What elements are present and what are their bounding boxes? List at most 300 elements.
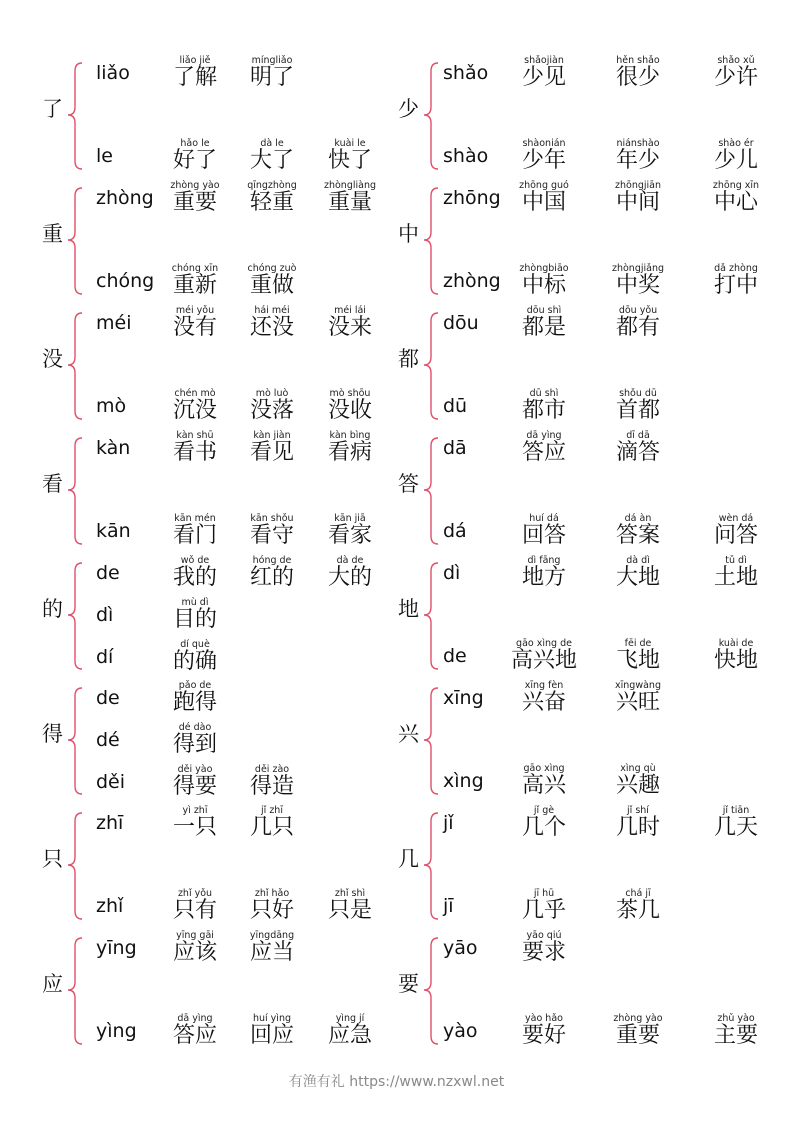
- example-word: [504, 638, 584, 673]
- head-character: 了: [42, 97, 63, 121]
- pinyin-reading: dé: [96, 729, 120, 751]
- example-word: [504, 888, 584, 923]
- word-hanzi: 土地: [713, 565, 758, 590]
- pinyin-reading: dū: [443, 395, 468, 417]
- word-hanzi: 地方: [521, 565, 566, 590]
- word-hanzi: 要好: [521, 1023, 566, 1048]
- word-pinyin: míngliǎo: [251, 55, 293, 66]
- word-pinyin: dī dā: [626, 430, 650, 441]
- word-hanzi: 高兴地: [510, 648, 577, 673]
- word-hanzi: 只有: [172, 898, 217, 923]
- word-pinyin: chóng zuò: [247, 263, 297, 274]
- example-word: [696, 263, 776, 298]
- word-hanzi: 重要: [615, 1023, 660, 1048]
- word-hanzi: 重新: [172, 273, 217, 298]
- pinyin-reading: chóng: [96, 270, 155, 292]
- word-hanzi: 看家: [327, 523, 372, 548]
- example-word: [232, 513, 312, 548]
- word-pinyin: dé dào: [178, 722, 212, 733]
- pinyin-reading: méi: [96, 312, 132, 334]
- word-pinyin: shào ér: [718, 138, 754, 149]
- word-pinyin: hěn shǎo: [616, 55, 660, 66]
- word-pinyin: tǔ dì: [725, 555, 747, 566]
- example-word: [504, 263, 584, 298]
- example-word: [598, 430, 678, 465]
- word-hanzi: 几乎: [521, 898, 566, 923]
- curly-brace: [66, 436, 92, 548]
- example-word: [155, 597, 235, 632]
- example-word: [155, 639, 235, 674]
- curly-brace: [66, 61, 92, 173]
- word-hanzi: 沉没: [172, 398, 217, 423]
- example-word: [504, 680, 584, 715]
- word-hanzi: 看病: [327, 440, 372, 465]
- example-word: [598, 680, 678, 715]
- pinyin-reading: liǎo: [96, 62, 130, 84]
- word-pinyin: chén mò: [174, 388, 216, 399]
- example-word: [232, 805, 312, 840]
- word-hanzi: 重量: [327, 190, 372, 215]
- word-hanzi: 几天: [713, 815, 758, 840]
- word-hanzi: 应该: [172, 940, 217, 965]
- example-word: [598, 55, 678, 90]
- example-word: [598, 305, 678, 340]
- example-word: [155, 1013, 235, 1048]
- word-hanzi: 看门: [172, 523, 217, 548]
- example-word: [155, 180, 235, 215]
- word-hanzi: 没有: [172, 315, 217, 340]
- example-word: [155, 263, 235, 298]
- word-pinyin: xīng fèn: [524, 680, 564, 691]
- word-hanzi: 中间: [615, 190, 660, 215]
- word-hanzi: 重做: [249, 273, 294, 298]
- head-character: 中: [398, 222, 419, 246]
- example-word: [504, 513, 584, 548]
- word-pinyin: kàn jiàn: [253, 430, 291, 441]
- word-hanzi: 很少: [615, 65, 660, 90]
- word-hanzi: 只好: [249, 898, 294, 923]
- example-word: [232, 764, 312, 799]
- word-hanzi: 我的: [172, 565, 217, 590]
- example-word: [598, 263, 678, 298]
- word-hanzi: 中标: [521, 273, 566, 298]
- pinyin-reading: zhòng: [96, 187, 154, 209]
- example-word: [504, 805, 584, 840]
- word-hanzi: 一只: [172, 815, 217, 840]
- word-pinyin: jǐ zhī: [261, 805, 283, 816]
- example-word: [310, 138, 390, 173]
- word-pinyin: hóng de: [252, 555, 292, 566]
- pinyin-reading: jī: [443, 895, 454, 917]
- word-pinyin: pǎo de: [178, 680, 212, 691]
- example-word: [504, 388, 584, 423]
- example-word: [310, 305, 390, 340]
- word-pinyin: zhǐ hǎo: [254, 888, 290, 899]
- pinyin-reading: jǐ: [443, 812, 454, 834]
- word-pinyin: zhōng xīn: [712, 180, 760, 191]
- word-pinyin: dōu shì: [526, 305, 562, 316]
- example-word: [598, 555, 678, 590]
- example-word: [598, 1013, 678, 1048]
- word-pinyin: hǎo le: [180, 138, 210, 149]
- word-hanzi: 都市: [521, 398, 566, 423]
- example-word: [504, 180, 584, 215]
- word-hanzi: 都有: [615, 315, 660, 340]
- word-pinyin: dū shì: [529, 388, 559, 399]
- pinyin-reading: shǎo: [443, 62, 489, 84]
- curly-brace: [66, 561, 92, 673]
- example-word: [155, 680, 235, 715]
- word-hanzi: 应急: [327, 1023, 372, 1048]
- pinyin-reading: kān: [96, 520, 131, 542]
- word-pinyin: dà dì: [626, 555, 650, 566]
- word-pinyin: děi yào: [177, 764, 213, 775]
- word-hanzi: 大的: [327, 565, 372, 590]
- example-word: [504, 305, 584, 340]
- word-hanzi: 重要: [172, 190, 217, 215]
- word-pinyin: jǐ shí: [627, 805, 649, 816]
- word-hanzi: 少年: [521, 148, 566, 173]
- word-hanzi: 回应: [249, 1023, 294, 1048]
- word-pinyin: zhōng guó: [519, 180, 569, 191]
- example-word: [232, 555, 312, 590]
- example-word: [598, 888, 678, 923]
- word-hanzi: 看书: [172, 440, 217, 465]
- pinyin-reading: shào: [443, 145, 489, 167]
- word-pinyin: yīngdāng: [249, 930, 295, 941]
- word-hanzi: 的确: [172, 649, 217, 674]
- word-hanzi: 快了: [327, 148, 372, 173]
- word-pinyin: kuài le: [334, 138, 366, 149]
- word-hanzi: 答案: [615, 523, 660, 548]
- word-hanzi: 年少: [615, 148, 660, 173]
- example-word: [310, 388, 390, 423]
- head-character: 的: [42, 597, 63, 621]
- head-character: 没: [42, 347, 63, 371]
- word-hanzi: 答应: [172, 1023, 217, 1048]
- word-hanzi: 中奖: [615, 273, 660, 298]
- word-hanzi: 兴趣: [615, 773, 660, 798]
- example-word: [696, 555, 776, 590]
- example-word: [598, 138, 678, 173]
- word-pinyin: gāo xìng de: [516, 638, 572, 649]
- word-hanzi: 还没: [249, 315, 294, 340]
- pinyin-reading: de: [443, 645, 467, 667]
- word-pinyin: jǐ tiān: [722, 805, 750, 816]
- word-pinyin: dí què: [180, 639, 210, 650]
- example-word: [155, 722, 235, 757]
- pinyin-reading: de: [96, 687, 120, 709]
- example-word: [696, 638, 776, 673]
- word-pinyin: méi yǒu: [175, 305, 215, 316]
- pinyin-reading: yīng: [96, 937, 137, 959]
- word-pinyin: jǐ gè: [533, 805, 555, 816]
- example-word: [598, 638, 678, 673]
- head-character: 几: [398, 847, 419, 871]
- word-pinyin: huí dá: [529, 513, 559, 524]
- example-word: [696, 805, 776, 840]
- example-word: [232, 1013, 312, 1048]
- head-character: 得: [42, 722, 63, 746]
- word-hanzi: 回答: [521, 523, 566, 548]
- pinyin-reading: zhòng: [443, 270, 501, 292]
- word-hanzi: 明了: [249, 65, 294, 90]
- word-hanzi: 飞地: [615, 648, 660, 673]
- head-character: 要: [398, 972, 419, 996]
- example-word: [598, 805, 678, 840]
- pinyin-reading: de: [96, 562, 120, 584]
- word-hanzi: 得造: [249, 774, 294, 799]
- word-pinyin: dà de: [336, 555, 364, 566]
- word-hanzi: 好了: [172, 148, 217, 173]
- pinyin-reading: dá: [443, 520, 467, 542]
- example-word: [232, 55, 312, 90]
- word-pinyin: zhǔ yào: [717, 1013, 755, 1024]
- word-hanzi: 得要: [172, 774, 217, 799]
- pinyin-reading: yào: [443, 1020, 478, 1042]
- word-pinyin: dá àn: [624, 513, 652, 524]
- example-word: [504, 55, 584, 90]
- word-hanzi: 都是: [521, 315, 566, 340]
- example-word: [232, 930, 312, 965]
- example-word: [310, 513, 390, 548]
- pinyin-reading: kàn: [96, 437, 131, 459]
- word-hanzi: 几只: [249, 815, 294, 840]
- example-word: [504, 763, 584, 798]
- head-character: 地: [398, 597, 419, 621]
- footer-watermark: 有渔有礼 https://www.nzxwl.net: [288, 1074, 505, 1090]
- word-hanzi: 答应: [521, 440, 566, 465]
- word-pinyin: méi lái: [334, 305, 366, 316]
- pinyin-reading: zhī: [96, 812, 124, 834]
- word-pinyin: shǒu dū: [619, 388, 657, 399]
- word-pinyin: kān shǒu: [250, 513, 294, 524]
- word-hanzi: 没落: [249, 398, 294, 423]
- word-hanzi: 得到: [172, 732, 217, 757]
- curly-brace: [66, 936, 92, 1048]
- word-hanzi: 了解: [172, 65, 217, 90]
- word-pinyin: yào hǎo: [525, 1013, 563, 1024]
- example-word: [696, 513, 776, 548]
- word-pinyin: hái méi: [254, 305, 290, 316]
- pinyin-reading: mò: [96, 395, 127, 417]
- word-hanzi: 应当: [249, 940, 294, 965]
- word-pinyin: dà le: [260, 138, 284, 149]
- example-word: [155, 138, 235, 173]
- example-word: [232, 388, 312, 423]
- example-word: [598, 513, 678, 548]
- word-pinyin: wǒ de: [180, 555, 210, 566]
- word-pinyin: mò shōu: [329, 388, 371, 399]
- word-hanzi: 兴奋: [521, 690, 566, 715]
- example-word: [155, 430, 235, 465]
- word-pinyin: kān mén: [174, 513, 216, 524]
- example-word: [310, 430, 390, 465]
- example-word: [155, 888, 235, 923]
- word-pinyin: zhòngbiāo: [519, 263, 569, 274]
- word-pinyin: chóng xīn: [171, 263, 219, 274]
- word-pinyin: dì fāng: [527, 555, 561, 566]
- word-hanzi: 少见: [521, 65, 566, 90]
- pinyin-reading: xìng: [443, 770, 484, 792]
- word-pinyin: zhōngjiān: [615, 180, 661, 191]
- pinyin-reading: dā: [443, 437, 467, 459]
- word-hanzi: 茶几: [615, 898, 660, 923]
- example-word: [310, 1013, 390, 1048]
- word-hanzi: 要求: [521, 940, 566, 965]
- word-pinyin: zhòng yào: [170, 180, 220, 191]
- example-word: [504, 138, 584, 173]
- word-pinyin: yìng jí: [335, 1013, 365, 1024]
- word-pinyin: kān jiā: [334, 513, 366, 524]
- example-word: [232, 180, 312, 215]
- example-word: [504, 1013, 584, 1048]
- word-pinyin: dōu yǒu: [618, 305, 658, 316]
- word-pinyin: kàn bìng: [329, 430, 371, 441]
- word-hanzi: 目的: [172, 607, 217, 632]
- word-pinyin: huí yìng: [252, 1013, 291, 1024]
- word-pinyin: yīng gāi: [176, 930, 214, 941]
- word-pinyin: qīngzhòng: [247, 180, 297, 191]
- word-hanzi: 几个: [521, 815, 566, 840]
- pinyin-reading: dōu: [443, 312, 479, 334]
- word-pinyin: wèn dá: [718, 513, 754, 524]
- word-hanzi: 跑得: [172, 690, 217, 715]
- example-word: [155, 55, 235, 90]
- example-word: [155, 764, 235, 799]
- head-character: 看: [42, 472, 63, 496]
- word-pinyin: zhǐ shì: [334, 888, 366, 899]
- word-pinyin: děi zào: [254, 764, 290, 775]
- word-hanzi: 看守: [249, 523, 294, 548]
- example-word: [232, 305, 312, 340]
- word-hanzi: 只是: [327, 898, 372, 923]
- example-word: [696, 55, 776, 90]
- word-hanzi: 中国: [521, 190, 566, 215]
- example-word: [155, 805, 235, 840]
- word-pinyin: niánshào: [616, 138, 660, 149]
- word-pinyin: kuài de: [718, 638, 754, 649]
- example-word: [696, 1013, 776, 1048]
- example-word: [696, 138, 776, 173]
- example-word: [696, 180, 776, 215]
- head-character: 只: [42, 847, 63, 871]
- word-pinyin: mò luò: [255, 388, 289, 399]
- example-word: [598, 763, 678, 798]
- word-pinyin: jī hū: [533, 888, 555, 899]
- word-hanzi: 少儿: [713, 148, 758, 173]
- head-character: 应: [42, 972, 63, 996]
- pinyin-reading: yìng: [96, 1020, 137, 1042]
- word-hanzi: 大了: [249, 148, 294, 173]
- word-hanzi: 打中: [713, 273, 758, 298]
- word-hanzi: 首都: [615, 398, 660, 423]
- word-pinyin: zhòngjiǎng: [611, 263, 665, 274]
- pinyin-reading: dí: [96, 646, 114, 668]
- word-pinyin: yāo qiú: [526, 930, 562, 941]
- pinyin-reading: dì: [96, 604, 114, 626]
- word-hanzi: 滴答: [615, 440, 660, 465]
- example-word: [310, 888, 390, 923]
- word-hanzi: 大地: [615, 565, 660, 590]
- example-word: [598, 388, 678, 423]
- word-hanzi: 主要: [713, 1023, 758, 1048]
- word-pinyin: shǎojiàn: [524, 55, 564, 66]
- pinyin-reading: le: [96, 145, 113, 167]
- example-word: [504, 430, 584, 465]
- example-word: [155, 555, 235, 590]
- pinyin-reading: xīng: [443, 687, 484, 709]
- word-hanzi: 几时: [615, 815, 660, 840]
- word-pinyin: zhòng yào: [613, 1013, 663, 1024]
- head-character: 少: [398, 97, 419, 121]
- curly-brace: [66, 186, 92, 298]
- example-word: [155, 930, 235, 965]
- word-pinyin: xīngwàng: [615, 680, 661, 691]
- word-pinyin: kàn shū: [176, 430, 214, 441]
- example-word: [155, 388, 235, 423]
- curly-brace: [66, 686, 92, 798]
- word-pinyin: gāo xìng: [523, 763, 565, 774]
- word-pinyin: shàonián: [522, 138, 566, 149]
- word-pinyin: dǎ zhòng: [714, 263, 758, 274]
- word-pinyin: fēi de: [624, 638, 652, 649]
- example-word: [310, 555, 390, 590]
- word-pinyin: dā yìng: [526, 430, 562, 441]
- word-pinyin: dā yìng: [177, 1013, 213, 1024]
- word-pinyin: liǎo jiě: [179, 55, 211, 66]
- word-hanzi: 少许: [713, 65, 758, 90]
- word-hanzi: 没收: [327, 398, 372, 423]
- example-word: [598, 180, 678, 215]
- word-pinyin: xìng qù: [620, 763, 656, 774]
- word-pinyin: yì zhī: [182, 805, 208, 816]
- word-pinyin: zhòngliàng: [323, 180, 377, 191]
- word-pinyin: shǎo xǔ: [717, 55, 755, 66]
- pinyin-reading: děi: [96, 771, 126, 793]
- word-hanzi: 看见: [249, 440, 294, 465]
- example-word: [504, 555, 584, 590]
- head-character: 答: [398, 472, 419, 496]
- word-hanzi: 红的: [249, 565, 294, 590]
- example-word: [504, 930, 584, 965]
- word-hanzi: 高兴: [521, 773, 566, 798]
- word-pinyin: chá jī: [625, 888, 651, 899]
- example-word: [232, 888, 312, 923]
- pinyin-reading: zhǐ: [96, 895, 124, 917]
- example-word: [232, 263, 312, 298]
- pinyin-reading: yāo: [443, 937, 478, 959]
- word-hanzi: 快地: [713, 648, 758, 673]
- curly-brace: [66, 311, 92, 423]
- word-hanzi: 问答: [713, 523, 758, 548]
- word-pinyin: zhǐ yǒu: [177, 888, 213, 899]
- example-word: [232, 138, 312, 173]
- pinyin-reading: dì: [443, 562, 461, 584]
- word-pinyin: mù dì: [181, 597, 209, 608]
- pinyin-reading: zhōng: [443, 187, 501, 209]
- head-character: 重: [42, 222, 63, 246]
- head-character: 兴: [398, 722, 419, 746]
- example-word: [310, 180, 390, 215]
- word-hanzi: 轻重: [249, 190, 294, 215]
- head-character: 都: [398, 347, 419, 371]
- word-hanzi: 没来: [327, 315, 372, 340]
- word-hanzi: 兴旺: [615, 690, 660, 715]
- example-word: [155, 513, 235, 548]
- word-hanzi: 中心: [713, 190, 758, 215]
- example-word: [155, 305, 235, 340]
